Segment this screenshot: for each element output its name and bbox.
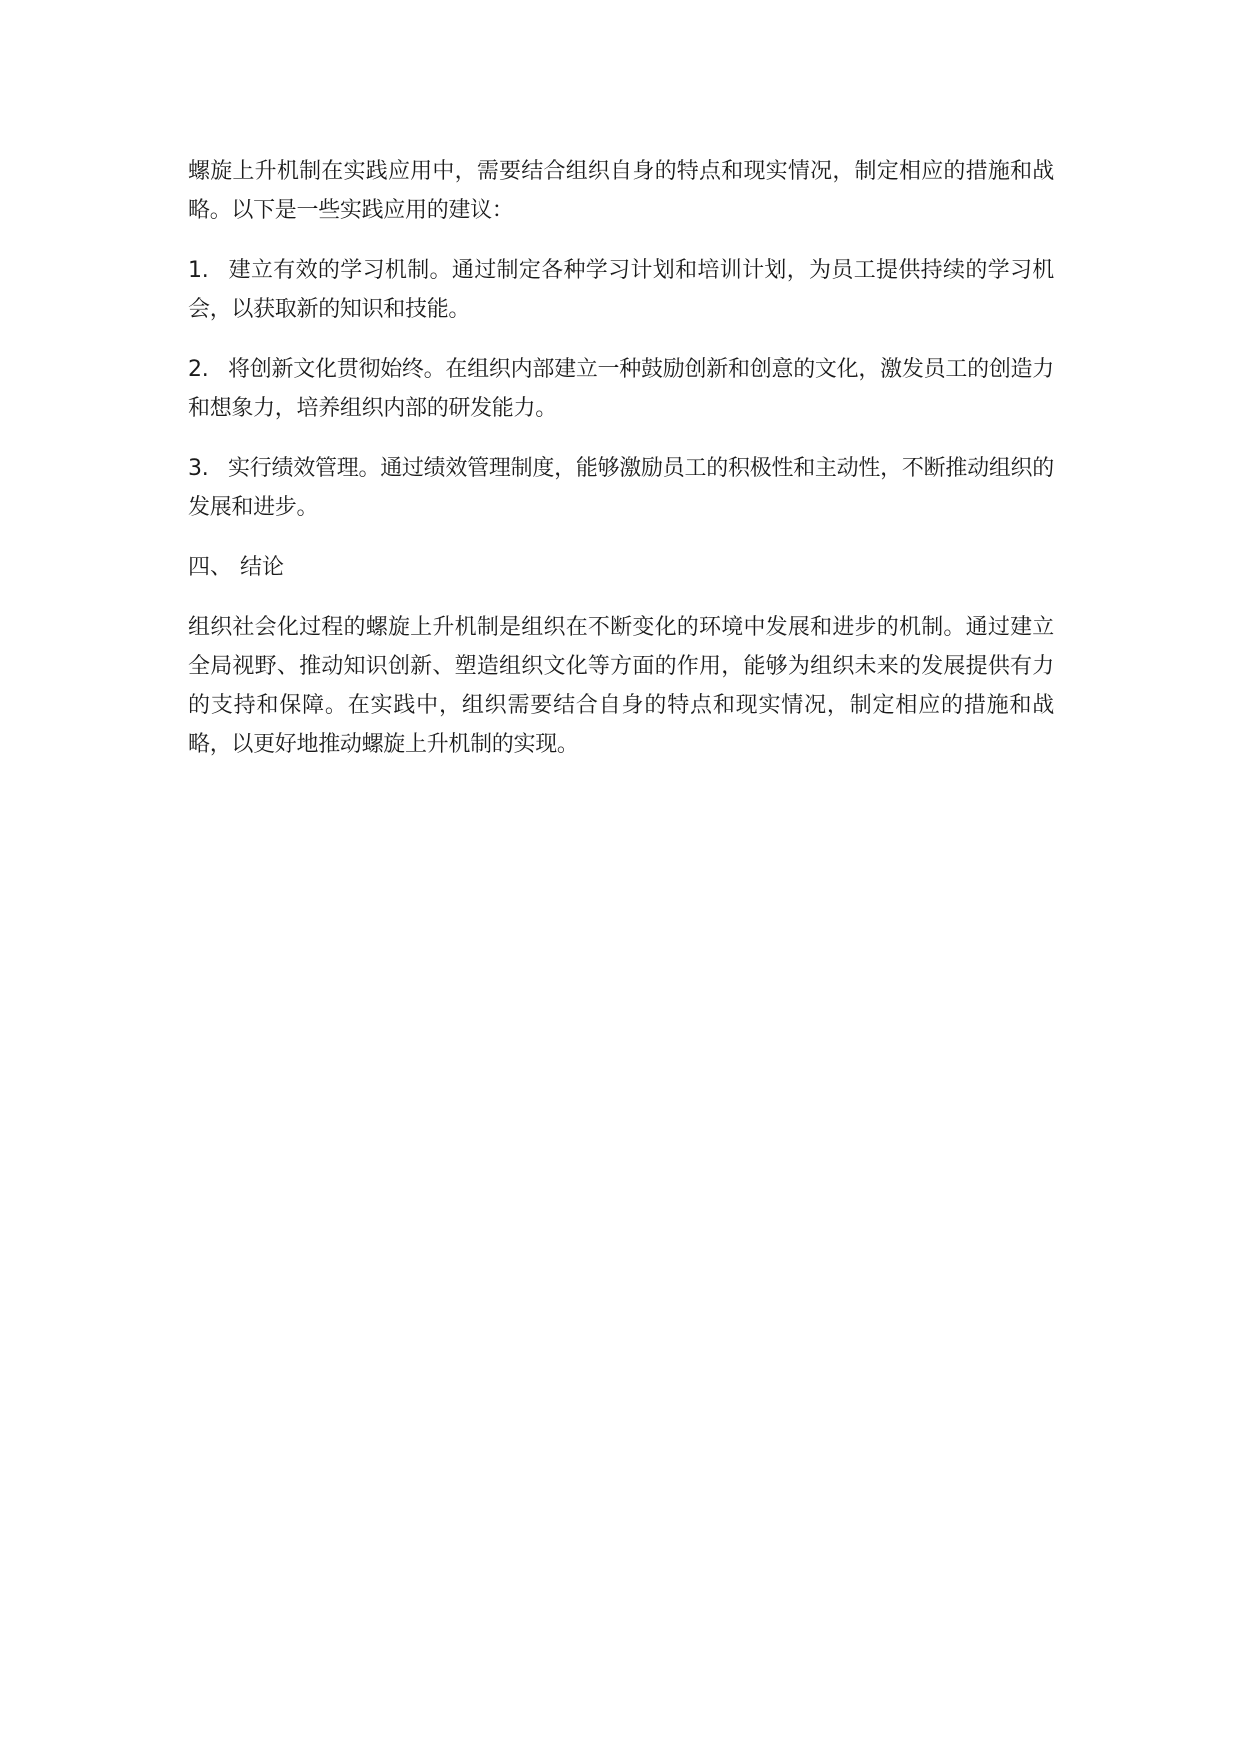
conclusion-paragraph: 组织社会化过程的螺旋上升机制是组织在不断变化的环境中发展和进步的机制。通过建立全局视野、推动知识创新、塑造组织文化等方面的作用，能够为组织未来的发展提供有力的支持和保障。在实践中，组织需要结合自身的特点和现实情况，制定相应的措施和战略，以更好地推动螺旋上升机制的实现。 xyxy=(188,615,1054,757)
list-item-number: 3. xyxy=(188,456,209,481)
list-item-number: 2. xyxy=(188,357,209,382)
list-item xyxy=(188,350,1054,428)
list-item xyxy=(188,449,1054,527)
section-heading-number: 四、 xyxy=(188,555,233,580)
document-body xyxy=(188,152,1054,764)
list-item xyxy=(188,251,1054,329)
intro-paragraph: 螺旋上升机制在实践应用中，需要结合组织自身的特点和现实情况，制定相应的措施和战略。以下是一些实践应用的建议： xyxy=(188,159,1054,223)
list-item-text: 将创新文化贯彻始终。在组织内部建立一种鼓励创新和创意的文化，激发员工的创造力和想象力，培养组织内部的研发能力。 xyxy=(188,357,1054,421)
section-heading-title: 结论 xyxy=(240,555,285,580)
list-item-number: 1. xyxy=(188,258,209,283)
section-heading xyxy=(188,548,1054,587)
list-item-text: 实行绩效管理。通过绩效管理制度，能够激励员工的积极性和主动性，不断推动组织的发展和进步。 xyxy=(188,456,1054,520)
list-item-text: 建立有效的学习机制。通过制定各种学习计划和培训计划，为员工提供持续的学习机会，以获取新的知识和技能。 xyxy=(188,258,1054,322)
